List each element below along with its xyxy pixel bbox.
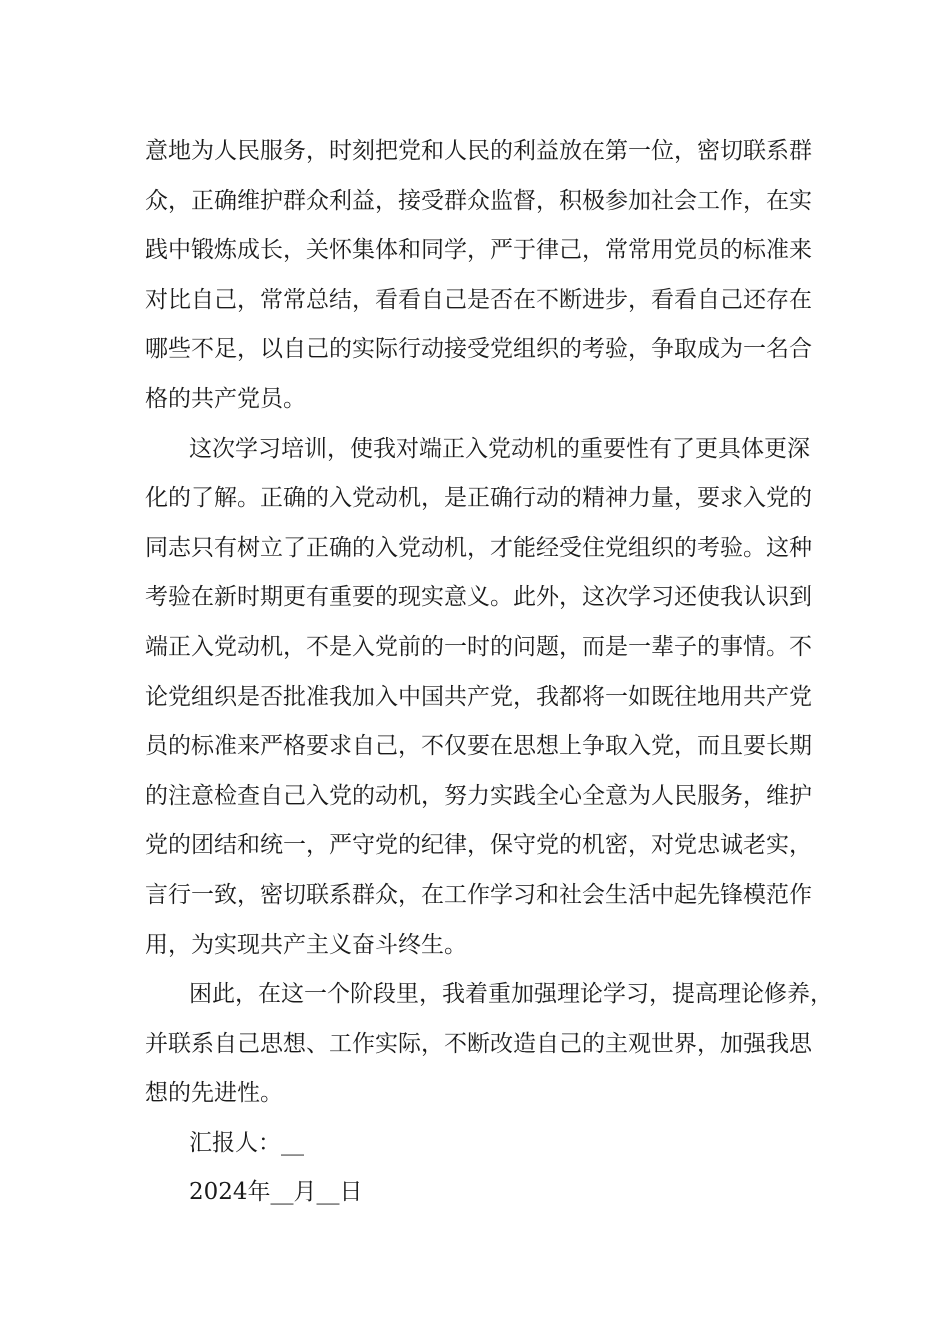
- text-line: 并联系自己思想、工作实际，不断改造自己的主观世界，加强我思: [145, 1030, 812, 1057]
- text-line: 困此，在这一个阶段里，我着重加强理论学习，提高理论修养，: [189, 981, 833, 1008]
- text-line: 意地为人民服务，时刻把党和人民的利益放在第一位，密切联系群: [145, 138, 812, 164]
- signature-block: [145, 1119, 845, 1218]
- text-line: 对比自己，常常总结，看看自己是否在不断进步，看看自己还存在: [145, 286, 812, 313]
- text-line: 同志只有树立了正确的入党动机，才能经受住党组织的考验。这种: [145, 534, 812, 561]
- text-line: 论党组织是否批准我加入中国共产党，我都将一如既往地用共产党: [145, 683, 812, 710]
- text-line: 用，为实现共产主义奋斗终生。: [145, 931, 467, 958]
- text-line: 党的团结和统一，严守党的纪律，保守党的机密，对党忠诚老实，: [145, 832, 812, 859]
- date-line: 2024年__月__日: [189, 1179, 363, 1206]
- text-line: 化的了解。正确的入党动机，是正确行动的精神力量，要求入党的: [145, 485, 812, 512]
- text-line: 众，正确维护群众利益，接受群众监督，积极参加社会工作，在实: [145, 187, 812, 214]
- text-line: 想的先进性。: [145, 1080, 283, 1107]
- text-line: 考验在新时期更有重要的现实意义。此外，这次学习还使我认识到: [145, 584, 812, 611]
- paragraph-3: [145, 970, 845, 1119]
- text-line: 格的共产党员。: [145, 385, 306, 412]
- document-body: [145, 127, 845, 1218]
- paragraph-1: [145, 127, 845, 425]
- text-line: 这次学习培训，使我对端正入党动机的重要性有了更具体更深: [189, 435, 810, 462]
- text-line: 的注意检查自己入党的动机，努力实践全心全意为人民服务，维护: [145, 782, 812, 809]
- text-line: 践中锻炼成长，关怀集体和同学，严于律己，常常用党员的标准来: [145, 237, 812, 264]
- paragraph-2: [145, 425, 845, 971]
- text-line: 端正入党动机，不是入党前的一时的问题，而是一辈子的事情。不: [145, 633, 812, 660]
- text-line: 言行一致，密切联系群众，在工作学习和社会生活中起先锋模范作: [145, 881, 812, 908]
- reporter-line: 汇报人：__: [189, 1129, 304, 1156]
- text-line: 员的标准来严格要求自己，不仅要在思想上争取入党，而且要长期: [145, 733, 812, 760]
- text-line: 哪些不足，以自己的实际行动接受党组织的考验，争取成为一名合: [145, 336, 812, 363]
